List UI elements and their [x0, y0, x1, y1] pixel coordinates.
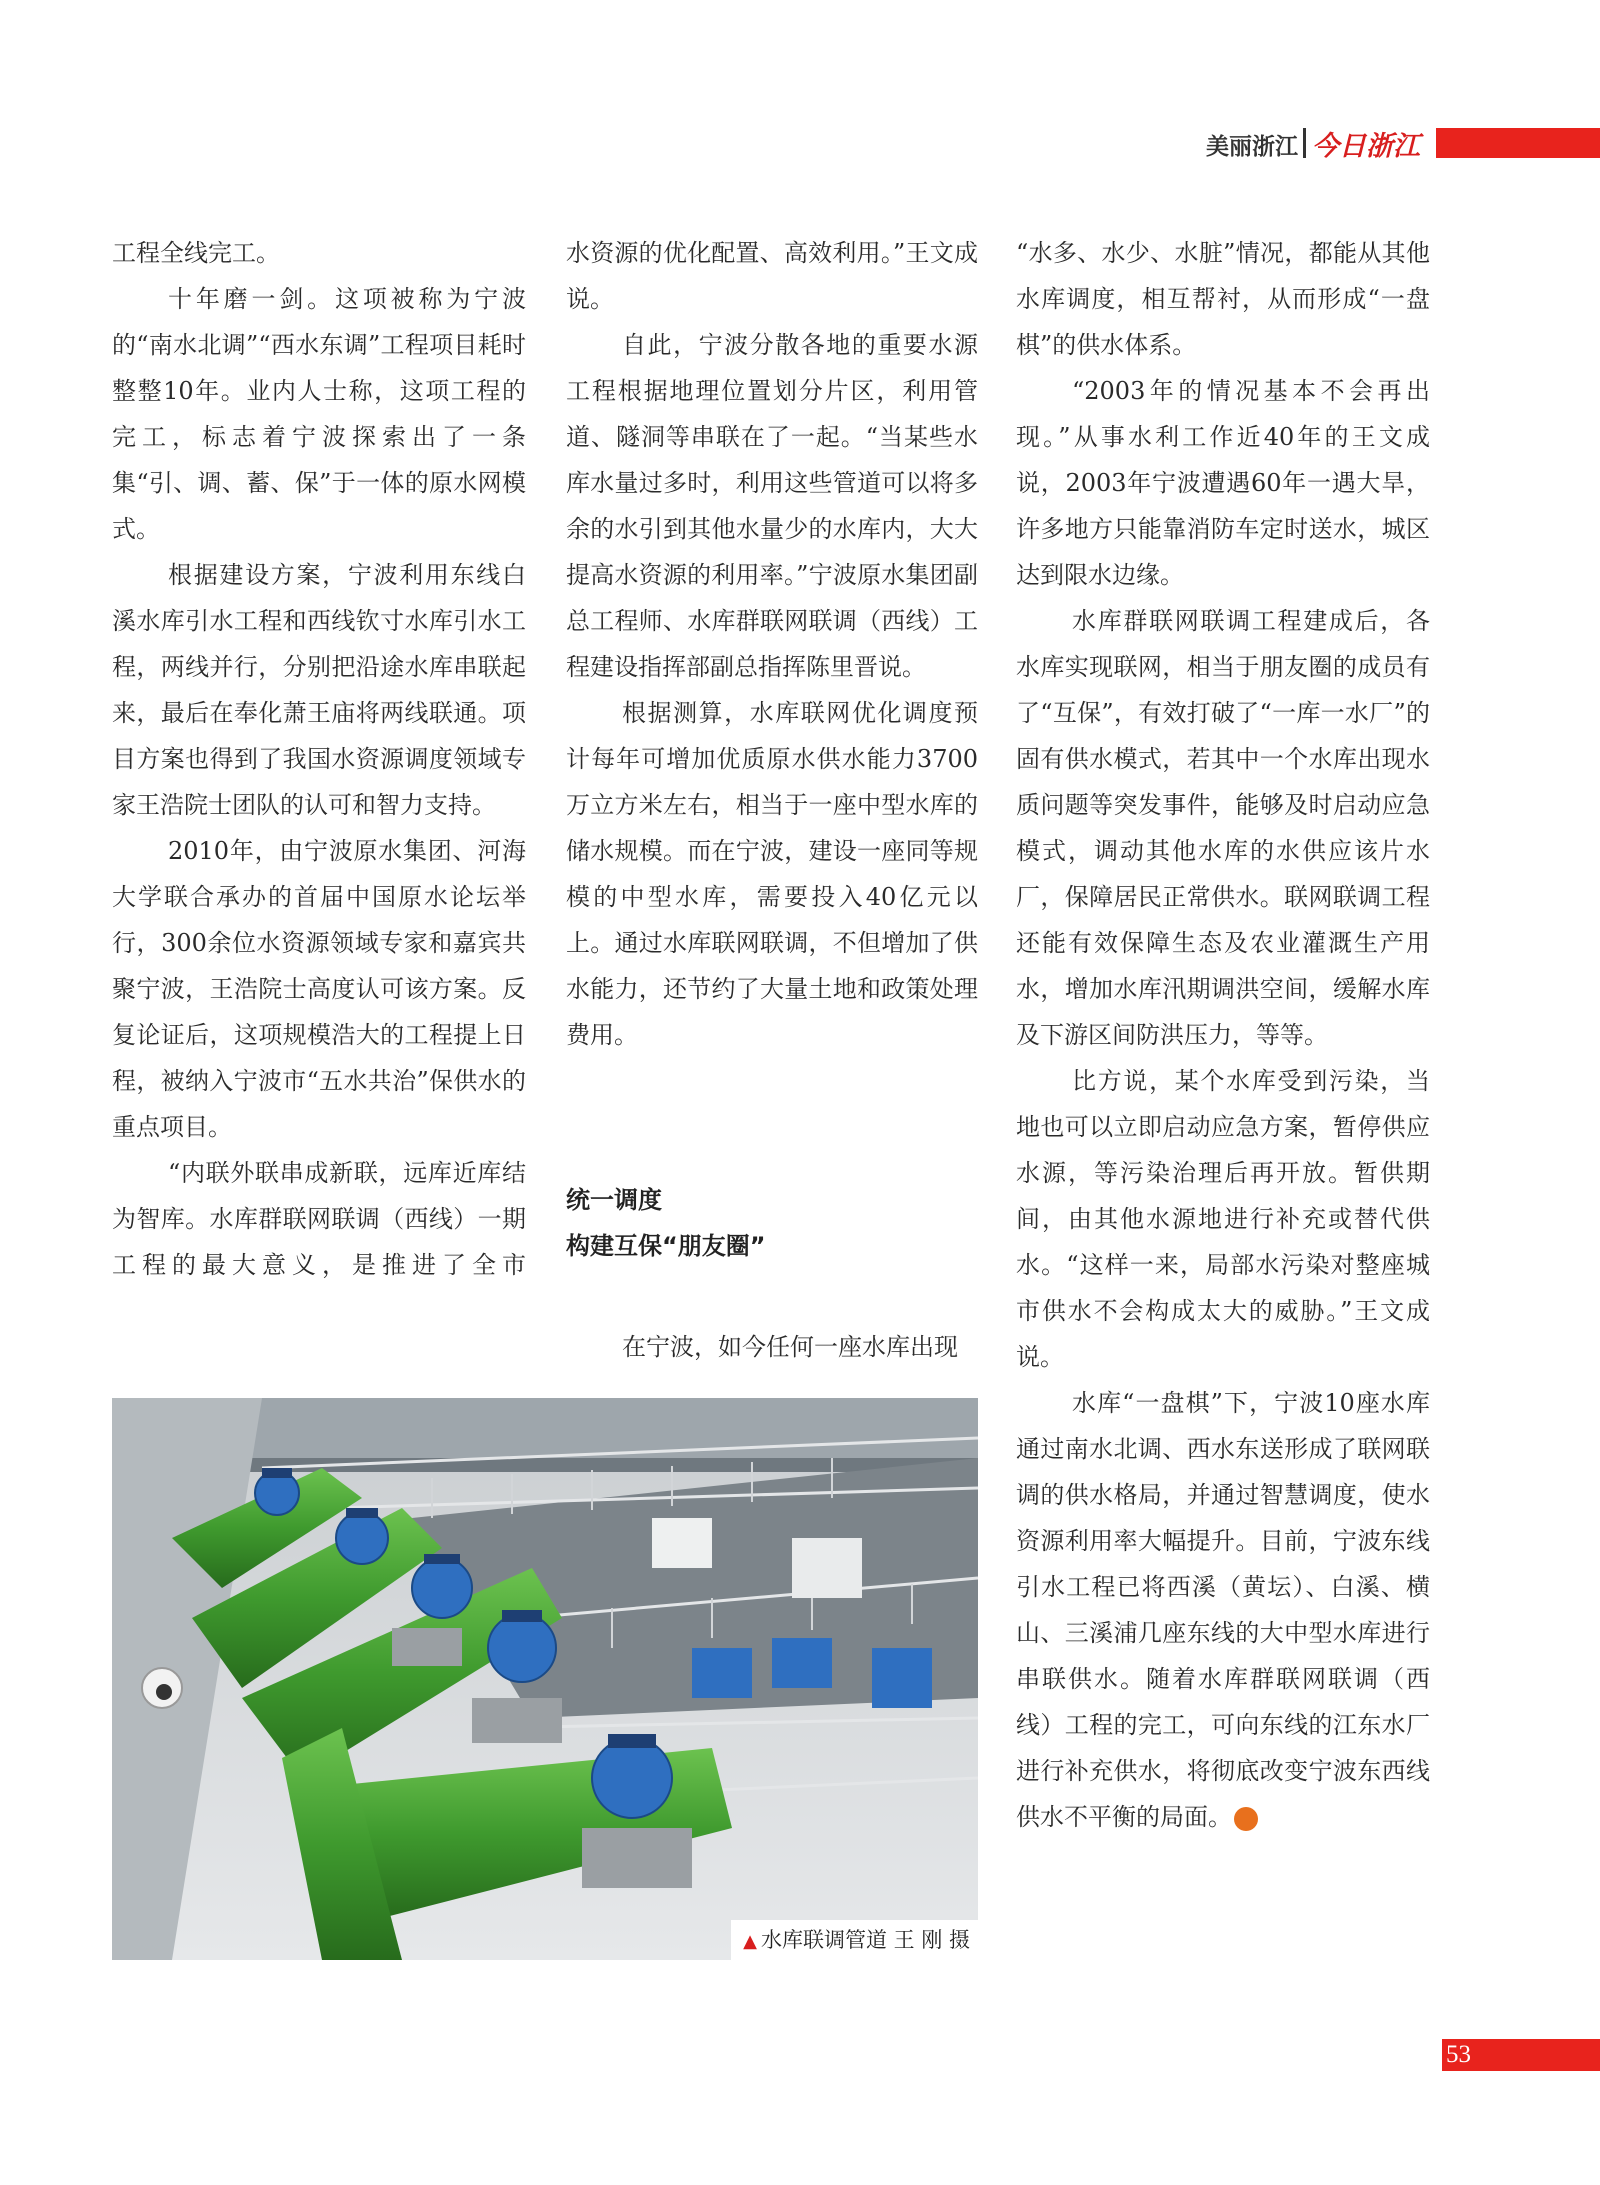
section-title: 美丽浙江 — [1206, 134, 1298, 160]
header-red-bar — [1436, 128, 1600, 158]
paragraph: 自此，宁波分散各地的重要水源工程根据地理位置划分片区，利用管道、隧洞等串联在了一起。“当某些水库水量过多时，利用这些管道可以将多余的水引到其他水量少的水库内，大大提高水资源的利用率。”宁波原水集团副总工程师、水库群联网联调（西线）工程建设指挥部副总指挥陈里晋说。 — [566, 331, 978, 681]
paragraph: 工程全线完工。 — [112, 239, 280, 267]
column-2-continued — [566, 1324, 978, 1370]
paragraph: “内联外联串成新联，远库近库结为智库。水库群联网联调（西线）一期工程的最大意义，是推进了全市 — [112, 1159, 526, 1279]
subheading-line-1: 统一调度 — [566, 1186, 662, 1214]
section-subheading — [566, 1177, 978, 1269]
paragraph: “2003年的情况基本不会再出现。”从事水利工作近40年的王文成说，2003年宁波遭遇60年一遇大旱，许多地方只能靠消防车定时送水，城区达到限水边缘。 — [1016, 377, 1430, 589]
paragraph: 比方说，某个水库受到污染，当地也可以立即启动应急方案，暂停供应水源，等污染治理后再开放。暂供期间，由其他水源地进行补充或替代供水。“这样一来，局部水污染对整座城市供水不会构成太大的威胁。”王文成说。 — [1016, 1067, 1430, 1371]
paragraph: 根据测算，水库联网优化调度预计每年可增加优质原水供水能力3700万立方米左右，相当于一座中型水库的储水规模。而在宁波，建设一座同等规模的中型水库，需要投入40亿元以上。通过水库联网联调，不但增加了供水能力，还节约了大量土地和政策处理费用。 — [566, 699, 978, 1049]
page-number-bar — [1442, 2039, 1600, 2071]
column-1 — [112, 230, 526, 1288]
paragraph: 根据建设方案，宁波利用东线白溪水库引水工程和西线钦寸水库引水工程，两线并行，分别把沿途水库串联起来，最后在奉化萧王庙将两线联通。项目方案也得到了我国水资源调度领域专家王浩院士团队的认可和智力支持。 — [112, 561, 526, 819]
caption-text: 水库联调管道 王 刚 摄 — [760, 1928, 970, 1952]
page-number: 53 — [1446, 2041, 1471, 2068]
paragraph: “水多、水少、水脏”情况，都能从其他水库调度，相互帮衬，从而形成“一盘棋”的供水体系。 — [1016, 239, 1430, 359]
magazine-logo: 今日浙江 — [1312, 131, 1420, 162]
paragraph: 水资源的优化配置、高效利用。”王文成说。 — [566, 239, 978, 313]
running-header — [1200, 124, 1600, 164]
paragraph: 十年磨一剑。这项被称为宁波的“南水北调”“西水东调”工程项目耗时整整10年。业内人士称，这项工程的完工，标志着宁波探索出了一条集“引、调、蓄、保”于一体的原水网模式。 — [112, 285, 526, 543]
column-2 — [566, 230, 978, 1058]
photo-caption — [731, 1920, 978, 1960]
subheading-line-2: 构建互保“朋友圈” — [566, 1232, 766, 1260]
paragraph-text: 水库“一盘棋”下，宁波10座水库通过南水北调、西水东送形成了联网联调的供水格局，并通过智慧调度，使水资源利用率大幅提升。目前，宁波东线引水工程已将西溪（黄坛）、白溪、横山、三溪浦几座东线的大中型水库进行串联供水。随着水库群联网联调（西线）工程的完工，可向东线的江东水厂进行补充供水，将彻底改变宁波东西线供水不平衡的局面。 — [1016, 1389, 1430, 1831]
paragraph: 水库群联网联调工程建成后，各水库实现联网，相当于朋友圈的成员有了“互保”，有效打破了“一库一水厂”的固有供水模式，若其中一个水库出现水质问题等突发事件，能够及时启动应急模式，调动其他水库的水供应该片水厂，保障居民正常供水。联网联调工程还能有效保障生态及农业灌溉生产用水，增加水库汛期调洪空间，缓解水库及下游区间防洪压力，等等。 — [1016, 607, 1430, 1049]
column-3 — [1016, 230, 1430, 1840]
paragraph: 2010年，由宁波原水集团、河海大学联合承办的首届中国原水论坛举行，300余位水资源领域专家和嘉宾共聚宁波，王浩院士高度认可该方案。反复论证后，这项规模浩大的工程提上日程，被纳入宁波市“五水共治”保供水的重点项目。 — [112, 837, 526, 1141]
pipeline-photo — [112, 1398, 978, 1960]
paragraph — [1016, 1380, 1430, 1840]
pipeline-illustration — [112, 1398, 978, 1960]
end-mark-icon: 今 — [1234, 1807, 1258, 1831]
paragraph: 在宁波，如今任何一座水库出现 — [622, 1333, 958, 1361]
caption-triangle-icon: ▲ — [743, 1931, 757, 1952]
header-divider — [1303, 128, 1306, 158]
